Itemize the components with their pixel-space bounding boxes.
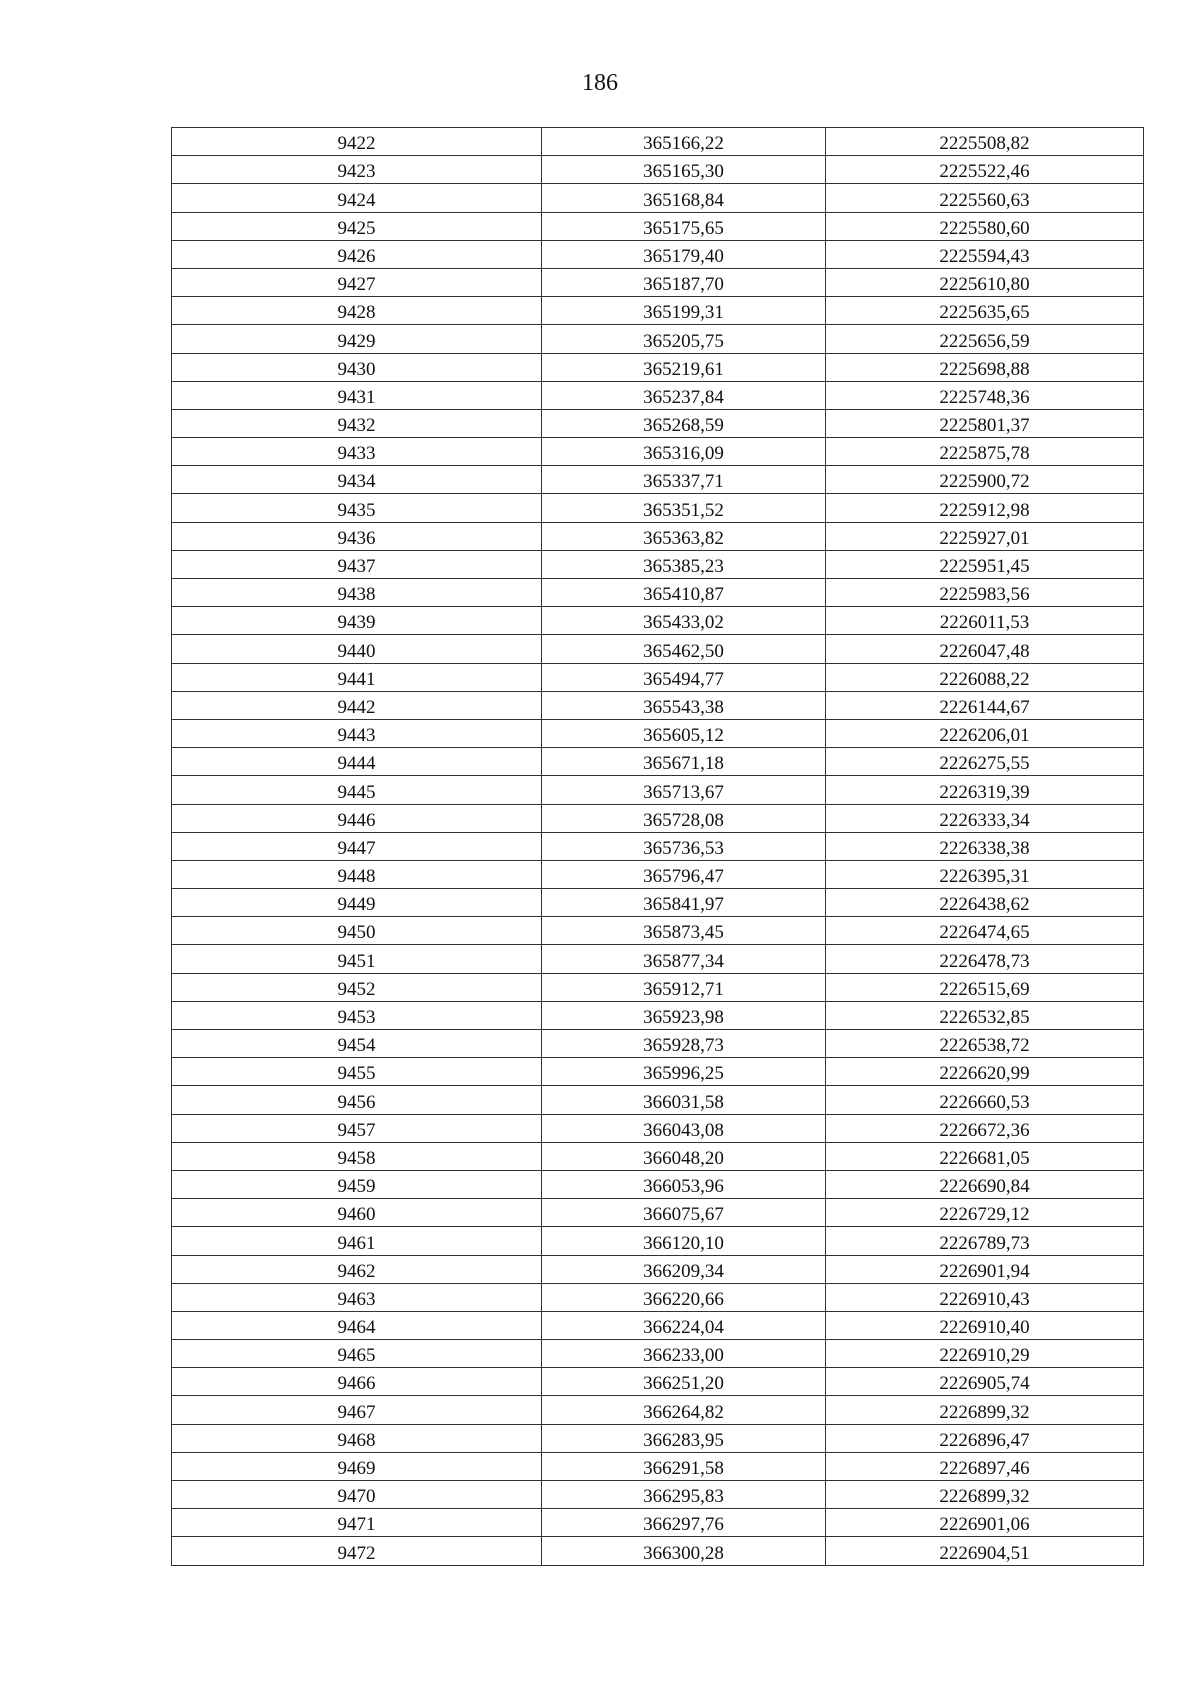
table-row <box>172 1368 1144 1396</box>
x-coordinate-cell: 366251,20 <box>542 1368 826 1396</box>
x-coordinate-cell: 366297,76 <box>542 1509 826 1537</box>
point-number-cell: 9448 <box>172 860 542 888</box>
y-coordinate-cell: 2226899,32 <box>826 1396 1144 1424</box>
table-row <box>172 240 1144 268</box>
y-coordinate-cell: 2226897,46 <box>826 1452 1144 1480</box>
point-number-cell: 9427 <box>172 268 542 296</box>
table-row <box>172 438 1144 466</box>
y-coordinate-cell: 2226910,29 <box>826 1340 1144 1368</box>
table-row <box>172 579 1144 607</box>
y-coordinate-cell: 2226660,53 <box>826 1086 1144 1114</box>
table-row <box>172 889 1144 917</box>
x-coordinate-cell: 365179,40 <box>542 240 826 268</box>
y-coordinate-cell: 2225610,80 <box>826 268 1144 296</box>
y-coordinate-cell: 2225900,72 <box>826 466 1144 494</box>
table-row <box>172 522 1144 550</box>
x-coordinate-cell: 366300,28 <box>542 1537 826 1565</box>
table-row <box>172 550 1144 578</box>
x-coordinate-cell: 365410,87 <box>542 579 826 607</box>
table-row <box>172 297 1144 325</box>
table-row <box>172 776 1144 804</box>
y-coordinate-cell: 2225522,46 <box>826 156 1144 184</box>
y-coordinate-cell: 2225951,45 <box>826 550 1144 578</box>
x-coordinate-cell: 365873,45 <box>542 917 826 945</box>
y-coordinate-cell: 2225508,82 <box>826 128 1144 156</box>
point-number-cell: 9446 <box>172 804 542 832</box>
y-coordinate-cell: 2225656,59 <box>826 325 1144 353</box>
x-coordinate-cell: 366295,83 <box>542 1481 826 1509</box>
table-row <box>172 1537 1144 1565</box>
x-coordinate-cell: 365841,97 <box>542 889 826 917</box>
x-coordinate-cell: 365168,84 <box>542 184 826 212</box>
table-row <box>172 635 1144 663</box>
table-row <box>172 268 1144 296</box>
point-number-cell: 9438 <box>172 579 542 607</box>
x-coordinate-cell: 365205,75 <box>542 325 826 353</box>
x-coordinate-cell: 365912,71 <box>542 973 826 1001</box>
y-coordinate-cell: 2226904,51 <box>826 1537 1144 1565</box>
table-row <box>172 212 1144 240</box>
x-coordinate-cell: 366120,10 <box>542 1227 826 1255</box>
x-coordinate-cell: 366220,66 <box>542 1283 826 1311</box>
point-number-cell: 9436 <box>172 522 542 550</box>
y-coordinate-cell: 2226474,65 <box>826 917 1144 945</box>
table-row <box>172 409 1144 437</box>
point-number-cell: 9468 <box>172 1424 542 1452</box>
x-coordinate-cell: 366283,95 <box>542 1424 826 1452</box>
y-coordinate-cell: 2226011,53 <box>826 607 1144 635</box>
point-number-cell: 9454 <box>172 1030 542 1058</box>
y-coordinate-cell: 2226690,84 <box>826 1170 1144 1198</box>
point-number-cell: 9464 <box>172 1311 542 1339</box>
coordinates-table-body <box>172 128 1144 1566</box>
table-row <box>172 691 1144 719</box>
table-row <box>172 1509 1144 1537</box>
point-number-cell: 9422 <box>172 128 542 156</box>
x-coordinate-cell: 365268,59 <box>542 409 826 437</box>
table-row <box>172 325 1144 353</box>
point-number-cell: 9429 <box>172 325 542 353</box>
point-number-cell: 9462 <box>172 1255 542 1283</box>
table-row <box>172 466 1144 494</box>
point-number-cell: 9465 <box>172 1340 542 1368</box>
y-coordinate-cell: 2226901,94 <box>826 1255 1144 1283</box>
y-coordinate-cell: 2226438,62 <box>826 889 1144 917</box>
y-coordinate-cell: 2226681,05 <box>826 1142 1144 1170</box>
point-number-cell: 9447 <box>172 832 542 860</box>
x-coordinate-cell: 365166,22 <box>542 128 826 156</box>
page-number: 186 <box>582 70 618 96</box>
table-row <box>172 1396 1144 1424</box>
x-coordinate-cell: 365494,77 <box>542 663 826 691</box>
point-number-cell: 9425 <box>172 212 542 240</box>
x-coordinate-cell: 366264,82 <box>542 1396 826 1424</box>
point-number-cell: 9470 <box>172 1481 542 1509</box>
table-row <box>172 607 1144 635</box>
table-row <box>172 353 1144 381</box>
table-row <box>172 663 1144 691</box>
x-coordinate-cell: 366053,96 <box>542 1170 826 1198</box>
point-number-cell: 9453 <box>172 1001 542 1029</box>
y-coordinate-cell: 2225594,43 <box>826 240 1144 268</box>
x-coordinate-cell: 365877,34 <box>542 945 826 973</box>
point-number-cell: 9440 <box>172 635 542 663</box>
x-coordinate-cell: 366075,67 <box>542 1199 826 1227</box>
x-coordinate-cell: 365385,23 <box>542 550 826 578</box>
table-row <box>172 1283 1144 1311</box>
point-number-cell: 9431 <box>172 381 542 409</box>
table-row <box>172 1481 1144 1509</box>
y-coordinate-cell: 2226905,74 <box>826 1368 1144 1396</box>
y-coordinate-cell: 2226789,73 <box>826 1227 1144 1255</box>
table-row <box>172 1340 1144 1368</box>
y-coordinate-cell: 2225983,56 <box>826 579 1144 607</box>
table-row <box>172 494 1144 522</box>
x-coordinate-cell: 365928,73 <box>542 1030 826 1058</box>
y-coordinate-cell: 2225635,65 <box>826 297 1144 325</box>
y-coordinate-cell: 2226338,38 <box>826 832 1144 860</box>
point-number-cell: 9439 <box>172 607 542 635</box>
x-coordinate-cell: 365605,12 <box>542 719 826 747</box>
point-number-cell: 9472 <box>172 1537 542 1565</box>
y-coordinate-cell: 2226515,69 <box>826 973 1144 1001</box>
table-row <box>172 860 1144 888</box>
table-row <box>172 184 1144 212</box>
x-coordinate-cell: 365462,50 <box>542 635 826 663</box>
table-row <box>172 1311 1144 1339</box>
table-row <box>172 973 1144 1001</box>
point-number-cell: 9444 <box>172 748 542 776</box>
point-number-cell: 9471 <box>172 1509 542 1537</box>
x-coordinate-cell: 365713,67 <box>542 776 826 804</box>
table-row <box>172 917 1144 945</box>
x-coordinate-cell: 365165,30 <box>542 156 826 184</box>
table-row <box>172 832 1144 860</box>
table-row <box>172 128 1144 156</box>
x-coordinate-cell: 366043,08 <box>542 1114 826 1142</box>
point-number-cell: 9450 <box>172 917 542 945</box>
point-number-cell: 9463 <box>172 1283 542 1311</box>
y-coordinate-cell: 2226532,85 <box>826 1001 1144 1029</box>
x-coordinate-cell: 366031,58 <box>542 1086 826 1114</box>
x-coordinate-cell: 365671,18 <box>542 748 826 776</box>
y-coordinate-cell: 2226144,67 <box>826 691 1144 719</box>
x-coordinate-cell: 366224,04 <box>542 1311 826 1339</box>
x-coordinate-cell: 365219,61 <box>542 353 826 381</box>
x-coordinate-cell: 365316,09 <box>542 438 826 466</box>
point-number-cell: 9443 <box>172 719 542 747</box>
table-row <box>172 156 1144 184</box>
x-coordinate-cell: 365796,47 <box>542 860 826 888</box>
y-coordinate-cell: 2226899,32 <box>826 1481 1144 1509</box>
x-coordinate-cell: 365199,31 <box>542 297 826 325</box>
table-row <box>172 1452 1144 1480</box>
point-number-cell: 9461 <box>172 1227 542 1255</box>
point-number-cell: 9442 <box>172 691 542 719</box>
point-number-cell: 9459 <box>172 1170 542 1198</box>
point-number-cell: 9456 <box>172 1086 542 1114</box>
point-number-cell: 9424 <box>172 184 542 212</box>
point-number-cell: 9426 <box>172 240 542 268</box>
table-row <box>172 1086 1144 1114</box>
x-coordinate-cell: 365996,25 <box>542 1058 826 1086</box>
table-row <box>172 1199 1144 1227</box>
y-coordinate-cell: 2226538,72 <box>826 1030 1144 1058</box>
point-number-cell: 9423 <box>172 156 542 184</box>
table-row <box>172 945 1144 973</box>
table-row <box>172 1058 1144 1086</box>
x-coordinate-cell: 365351,52 <box>542 494 826 522</box>
point-number-cell: 9466 <box>172 1368 542 1396</box>
y-coordinate-cell: 2226620,99 <box>826 1058 1144 1086</box>
point-number-cell: 9451 <box>172 945 542 973</box>
x-coordinate-cell: 366048,20 <box>542 1142 826 1170</box>
point-number-cell: 9441 <box>172 663 542 691</box>
x-coordinate-cell: 365543,38 <box>542 691 826 719</box>
table-row <box>172 1170 1144 1198</box>
y-coordinate-cell: 2226910,40 <box>826 1311 1144 1339</box>
y-coordinate-cell: 2226896,47 <box>826 1424 1144 1452</box>
y-coordinate-cell: 2226910,43 <box>826 1283 1144 1311</box>
point-number-cell: 9452 <box>172 973 542 1001</box>
x-coordinate-cell: 365187,70 <box>542 268 826 296</box>
x-coordinate-cell: 365363,82 <box>542 522 826 550</box>
point-number-cell: 9469 <box>172 1452 542 1480</box>
point-number-cell: 9437 <box>172 550 542 578</box>
point-number-cell: 9467 <box>172 1396 542 1424</box>
x-coordinate-cell: 366209,34 <box>542 1255 826 1283</box>
y-coordinate-cell: 2226672,36 <box>826 1114 1144 1142</box>
y-coordinate-cell: 2226729,12 <box>826 1199 1144 1227</box>
y-coordinate-cell: 2225927,01 <box>826 522 1144 550</box>
x-coordinate-cell: 365923,98 <box>542 1001 826 1029</box>
point-number-cell: 9449 <box>172 889 542 917</box>
table-row <box>172 804 1144 832</box>
x-coordinate-cell: 365175,65 <box>542 212 826 240</box>
table-row <box>172 1255 1144 1283</box>
y-coordinate-cell: 2225698,88 <box>826 353 1144 381</box>
y-coordinate-cell: 2226047,48 <box>826 635 1144 663</box>
x-coordinate-cell: 366291,58 <box>542 1452 826 1480</box>
y-coordinate-cell: 2226395,31 <box>826 860 1144 888</box>
point-number-cell: 9432 <box>172 409 542 437</box>
point-number-cell: 9458 <box>172 1142 542 1170</box>
coordinates-table <box>171 127 1144 1566</box>
point-number-cell: 9434 <box>172 466 542 494</box>
table-row <box>172 1030 1144 1058</box>
y-coordinate-cell: 2226275,55 <box>826 748 1144 776</box>
y-coordinate-cell: 2225801,37 <box>826 409 1144 437</box>
y-coordinate-cell: 2226333,34 <box>826 804 1144 832</box>
table-row <box>172 719 1144 747</box>
x-coordinate-cell: 365237,84 <box>542 381 826 409</box>
y-coordinate-cell: 2225912,98 <box>826 494 1144 522</box>
table-row <box>172 1227 1144 1255</box>
y-coordinate-cell: 2226478,73 <box>826 945 1144 973</box>
x-coordinate-cell: 365337,71 <box>542 466 826 494</box>
x-coordinate-cell: 365736,53 <box>542 832 826 860</box>
point-number-cell: 9435 <box>172 494 542 522</box>
table-row <box>172 381 1144 409</box>
point-number-cell: 9430 <box>172 353 542 381</box>
point-number-cell: 9433 <box>172 438 542 466</box>
y-coordinate-cell: 2225875,78 <box>826 438 1144 466</box>
table-row <box>172 748 1144 776</box>
y-coordinate-cell: 2226901,06 <box>826 1509 1144 1537</box>
point-number-cell: 9457 <box>172 1114 542 1142</box>
table-row <box>172 1142 1144 1170</box>
point-number-cell: 9445 <box>172 776 542 804</box>
y-coordinate-cell: 2225580,60 <box>826 212 1144 240</box>
point-number-cell: 9455 <box>172 1058 542 1086</box>
x-coordinate-cell: 365433,02 <box>542 607 826 635</box>
point-number-cell: 9428 <box>172 297 542 325</box>
table-row <box>172 1001 1144 1029</box>
y-coordinate-cell: 2226319,39 <box>826 776 1144 804</box>
table-row <box>172 1114 1144 1142</box>
x-coordinate-cell: 365728,08 <box>542 804 826 832</box>
y-coordinate-cell: 2226088,22 <box>826 663 1144 691</box>
point-number-cell: 9460 <box>172 1199 542 1227</box>
y-coordinate-cell: 2225560,63 <box>826 184 1144 212</box>
y-coordinate-cell: 2225748,36 <box>826 381 1144 409</box>
x-coordinate-cell: 366233,00 <box>542 1340 826 1368</box>
table-row <box>172 1424 1144 1452</box>
y-coordinate-cell: 2226206,01 <box>826 719 1144 747</box>
